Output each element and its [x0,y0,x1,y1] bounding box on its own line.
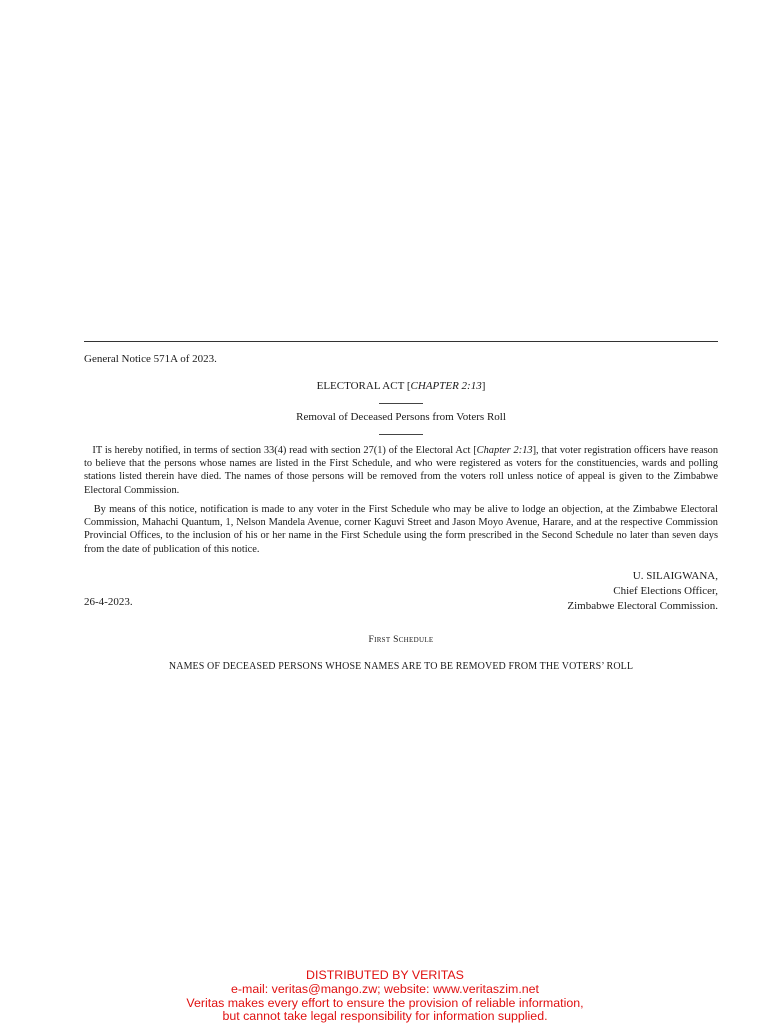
title-divider [379,403,423,404]
signatory-organisation: Zimbabwe Electoral Commission. [567,600,718,612]
signatory-title: Chief Elections Officer, [613,585,718,597]
subtitle-divider [379,434,423,435]
footer-disclaimer-2: but cannot take legal responsibility for information supplied. [222,1009,548,1024]
notice-subtitle: Removal of Deceased Persons from Voters Roll [296,411,506,423]
act-title-prefix: ELECTORAL ACT [ [316,380,411,392]
paragraph-objection [84,503,718,556]
paragraph-notification [84,444,718,497]
schedule-title: NAMES OF DECEASED PERSONS WHOSE NAMES ARE TO BE REMOVED FROM THE VOTERS’ ROLL [168,661,634,672]
distribution-footer [0,969,770,1024]
schedule-heading [84,635,718,645]
act-title [84,380,718,392]
paragraph-objection-text: By means of this notice, notification is made to any voter in the First Schedule who may be alive to lodge an objection, at the Zimbabwe Electoral Commission, Mahachi Quantum, 1, Nelson Mandela Avenue, corner Kaguvi Street and Jason Moyo Avenue, Harare, and at the respective Commission Provincial Offices, to the inclusion of his or her name in the First Schedule using the form prescribed in the Second Schedule no later than seven days from the date of publication of this notice. [84,504,718,555]
notice-number: General Notice 571A of 2023. [84,353,217,365]
footer-contact: e-mail: veritas@mango.zw; website: www.veritaszim.net [231,981,539,996]
paragraph-notification-chapter: Chapter 2:13 [476,445,533,456]
notice-date: 26-4-2023. [84,596,133,608]
act-title-suffix: ] [481,380,486,392]
paragraph-notification-part-b: ], that voter registration officers have reason to believe that the persons whose names are listed in the First Schedule, and who were registered as voters for the constituencies, wards and polling stations listed therein have died. The names of those persons will be removed from the voters roll unless notice of appeal is given to the Zimbabwe Electoral Commission. [84,445,719,496]
signature-block [567,569,718,614]
act-title-chapter: CHAPTER 2:13 [410,380,482,392]
signatory-name: U. SILAIGWANA, [632,570,718,582]
paragraph-notification-part-a: IT is hereby notified, in terms of section 33(4) read with section 27(1) of the Electoral Act [ [92,445,477,456]
footer-distributor: DISTRIBUTED BY VERITAS [306,968,464,982]
top-rule [84,341,718,342]
schedule-heading-text: First Schedule [368,635,434,645]
footer-disclaimer-1: Veritas makes every effort to ensure the provision of reliable information, [186,995,584,1010]
